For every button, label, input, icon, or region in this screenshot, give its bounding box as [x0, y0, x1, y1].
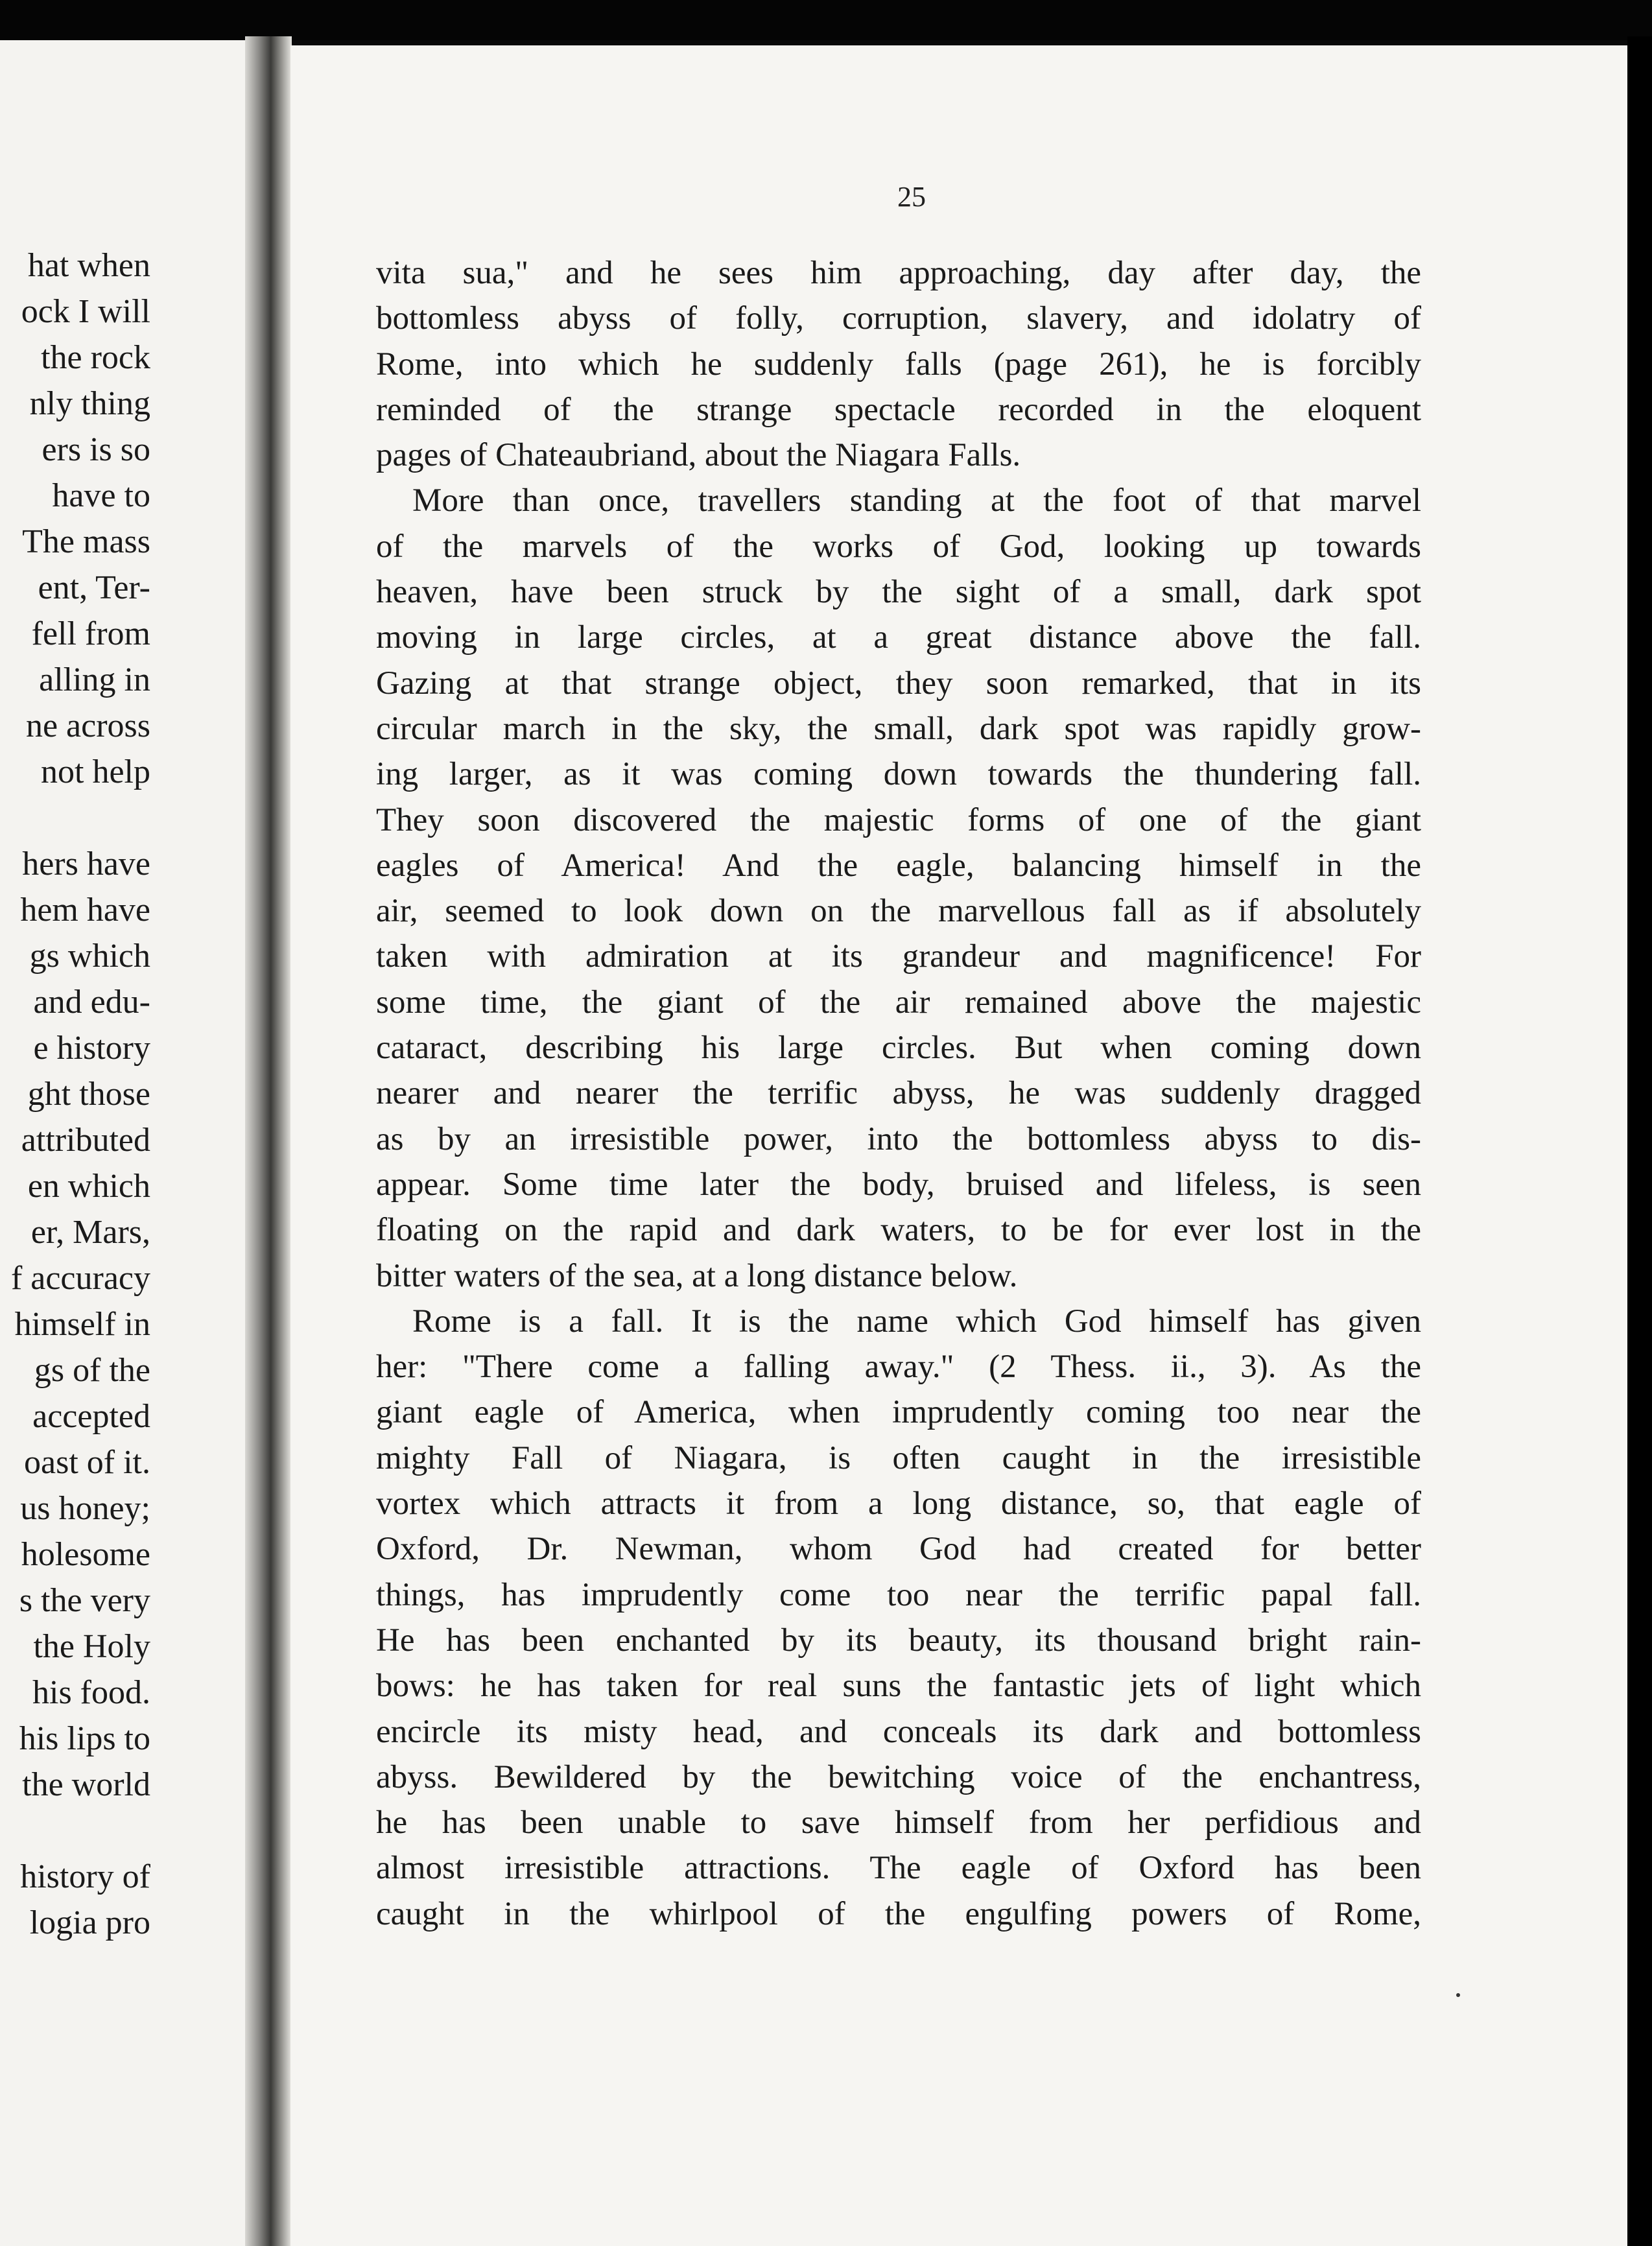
left-page-blank-line — [0, 795, 150, 841]
page-number: 25 — [897, 181, 926, 213]
body-line: he has been unable to save himself from her perfidious and — [376, 1804, 1421, 1841]
body-line: abyss. Bewildered by the bewitching voice of the enchantress, — [376, 1758, 1421, 1795]
body-line: almost irresistible attractions. The eagle of Oxford has been — [376, 1850, 1421, 1887]
body-line: More than once, travellers standing at the foot of that marvel — [412, 482, 1421, 519]
body-line: floating on the rapid and dark waters, to be for ever lost in the — [376, 1212, 1421, 1249]
left-page-line: ock I will — [21, 293, 150, 330]
left-page-line: alling in — [39, 661, 150, 698]
left-page-line: holesome — [21, 1536, 150, 1573]
left-page-line: er, Mars, — [30, 1214, 150, 1251]
left-page-blank-line — [0, 1808, 150, 1854]
left-page-line: gs which — [29, 938, 150, 975]
left-page-line: ers is so — [41, 431, 150, 468]
body-line: Oxford, Dr. Newman, whom God had created for better — [376, 1531, 1421, 1568]
left-page-line: attributed — [21, 1122, 150, 1159]
left-page-line: the rock — [41, 339, 150, 376]
left-page-line: The mass — [22, 523, 150, 560]
body-line: circular march in the sky, the small, dark spot was rapidly grow- — [376, 710, 1421, 747]
body-line: vita sua," and he sees him approaching, day after day, the — [376, 255, 1421, 291]
left-page-text — [0, 242, 150, 1946]
body-line: some time, the giant of the air remained above the majestic — [376, 984, 1421, 1021]
body-line: mighty Fall of Niagara, is often caught in the irresistible — [376, 1439, 1421, 1476]
left-page-line: ght those — [27, 1076, 150, 1113]
body-line: of the marvels of the works of God, looking up towards — [376, 528, 1421, 565]
body-line: taken with admiration at its grandeur and magnificence! For — [376, 938, 1421, 975]
scan-right-border — [1627, 36, 1652, 2246]
left-page-line: not help — [41, 753, 150, 790]
scan-speck — [1456, 1993, 1460, 1997]
left-page — [0, 40, 254, 2246]
body-line: bitter waters of the sea, at a long distance below. — [376, 1257, 1018, 1294]
body-line: cataract, describing his large circles. But when coming down — [376, 1030, 1421, 1067]
body-line: bows: he has taken for real suns the fantastic jets of light which — [376, 1668, 1421, 1705]
left-page-line: en which — [27, 1168, 150, 1205]
left-page-line: his lips to — [19, 1720, 150, 1757]
left-page-line: himself in — [14, 1306, 150, 1343]
left-page-line: and edu- — [33, 984, 150, 1021]
body-line: vortex which attracts it from a long distance, so, that eagle of — [376, 1485, 1421, 1522]
book-gutter — [245, 36, 292, 2246]
body-line: things, has imprudently come too near the terrific papal fall. — [376, 1576, 1421, 1613]
body-line: caught in the whirlpool of the engulfing powers of Rome, — [376, 1895, 1421, 1932]
left-page-line: hem have — [20, 892, 150, 928]
left-page-line: have to — [52, 477, 150, 514]
body-line: Rome is a fall. It is the name which God himself has given — [412, 1303, 1421, 1340]
left-page-line: fell from — [31, 615, 150, 652]
left-page-line: nly thing — [29, 385, 150, 422]
left-page-line: ent, Ter- — [38, 569, 150, 606]
left-page-line: the Holy — [33, 1628, 150, 1665]
left-page-line: the world — [22, 1766, 150, 1803]
body-line: reminded of the strange spectacle recorded in the eloquent — [376, 391, 1421, 428]
body-line: ing larger, as it was coming down towards the thundering fall. — [376, 756, 1421, 793]
left-page-line: history of — [20, 1858, 150, 1895]
body-line: appear. Some time later the body, bruised and lifeless, is seen — [376, 1166, 1421, 1203]
scan-top-border — [0, 0, 1652, 40]
left-page-line: ne across — [25, 707, 150, 744]
page-body-text — [376, 250, 1421, 1937]
body-line: as by an irresistible power, into the bottomless abyss to dis- — [376, 1120, 1421, 1157]
left-page-line: logia pro — [29, 1904, 150, 1941]
body-line: moving in large circles, at a great distance above the fall. — [376, 619, 1421, 656]
left-page-line: hat when — [27, 247, 150, 284]
body-line: Rome, into which he suddenly falls (page 261), he is forcibly — [376, 346, 1421, 383]
left-page-line: oast of it. — [24, 1444, 150, 1481]
body-line: nearer and nearer the terrific abyss, he was suddenly dragged — [376, 1075, 1421, 1112]
left-page-line: accepted — [32, 1398, 150, 1435]
body-line: her: "There come a falling away." (2 Thess. ii., 3). As the — [376, 1349, 1421, 1386]
body-line: bottomless abyss of folly, corruption, slavery, and idolatry of — [376, 300, 1421, 337]
body-line: They soon discovered the majestic forms of one of the giant — [376, 801, 1421, 838]
body-line: air, seemed to look down on the marvellous fall as if absolutely — [376, 893, 1421, 930]
left-page-line: his food. — [32, 1674, 150, 1711]
body-line: encircle its misty head, and conceals its dark and bottomless — [376, 1713, 1421, 1750]
left-page-line: s the very — [19, 1582, 150, 1619]
left-page-line: gs of the — [34, 1352, 150, 1389]
body-line: heaven, have been struck by the sight of a small, dark spot — [376, 574, 1421, 611]
body-line: He has been enchanted by its beauty, its thousand bright rain- — [376, 1622, 1421, 1659]
body-line: Gazing at that strange object, they soon remarked, that in its — [376, 665, 1421, 702]
body-line: pages of Chateaubriand, about the Niagara Falls. — [376, 437, 1021, 474]
left-page-line: hers have — [22, 845, 150, 882]
body-line: eagles of America! And the eagle, balancing himself in the — [376, 847, 1421, 884]
body-line: giant eagle of America, when imprudently coming too near the — [376, 1394, 1421, 1431]
left-page-line: us honey; — [20, 1490, 150, 1527]
left-page-line: f accuracy — [10, 1260, 150, 1297]
left-page-line: e history — [33, 1030, 150, 1067]
